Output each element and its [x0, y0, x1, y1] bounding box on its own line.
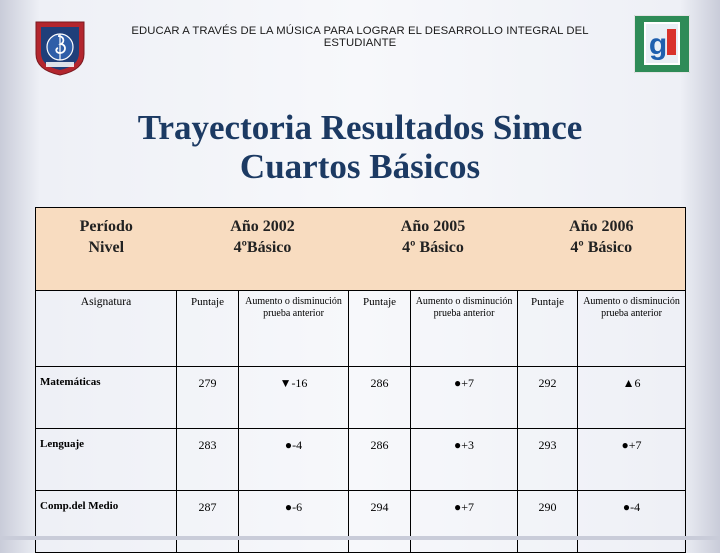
score-column-header: Puntaje: [177, 291, 239, 367]
score-cell: 283: [177, 429, 239, 491]
change-cell: ●-6: [239, 491, 349, 553]
year-2005-header: [349, 208, 518, 291]
change-cell: ▼-16: [239, 367, 349, 429]
change-cell: ▲6: [578, 367, 686, 429]
score-cell: 293: [518, 429, 578, 491]
table-subheader-row: [36, 291, 686, 367]
subject-cell: Comp.del Medio: [36, 491, 177, 553]
change-column-header: [239, 291, 349, 367]
level-label: Nivel: [88, 238, 125, 256]
simce-results-table: [35, 207, 686, 553]
school-crest-icon: [34, 20, 86, 76]
change-cell: ●+7: [411, 491, 518, 553]
year-label: Año 2006: [569, 218, 634, 235]
score-cell: 287: [177, 491, 239, 553]
change-cell: ●-4: [578, 491, 686, 553]
table-row: [36, 491, 686, 553]
score-column-header: Puntaje: [349, 291, 411, 367]
quality-seal-icon: [634, 15, 690, 73]
quality-seal-logo: [634, 15, 690, 73]
period-label: Período: [79, 218, 133, 235]
score-cell: 286: [349, 429, 411, 491]
change-cell: ●+7: [578, 429, 686, 491]
year-label: Año 2002: [230, 218, 295, 235]
change-column-header: [578, 291, 686, 367]
header-motto: EDUCAR A TRAVÉS DE LA MÚSICA PARA LOGRAR EL DESARROLLO INTEGRAL DEL ESTUDIANTE: [131, 25, 589, 49]
score-cell: 292: [518, 367, 578, 429]
grade-label: 4º Básico: [570, 238, 633, 256]
year-2002-header: [177, 208, 349, 291]
grade-label: 4ºBásico: [233, 238, 292, 256]
change-label: Aumento o disminución prueba anterior: [415, 296, 513, 319]
subject-column-header: Asignatura: [36, 291, 177, 367]
score-cell: 286: [349, 367, 411, 429]
year-2006-header: [518, 208, 686, 291]
change-label: Aumento o disminución prueba anterior: [245, 296, 342, 319]
period-level-header: [36, 208, 177, 291]
school-crest-logo: [34, 20, 86, 76]
change-cell: ●+7: [411, 367, 518, 429]
score-cell: 290: [518, 491, 578, 553]
title-line-2: Cuartos Básicos: [239, 147, 481, 187]
table-row: [36, 367, 686, 429]
table-header-row: [36, 208, 686, 291]
grade-label: 4º Básico: [402, 238, 464, 256]
score-cell: 294: [349, 491, 411, 553]
change-column-header: [411, 291, 518, 367]
page-title: [60, 108, 660, 186]
subject-cell: Matemáticas: [36, 367, 177, 429]
change-cell: ●-4: [239, 429, 349, 491]
bottom-border: [0, 536, 720, 540]
svg-text:g: g: [648, 28, 668, 61]
table-row: [36, 429, 686, 491]
score-cell: 279: [177, 367, 239, 429]
title-line-1: Trayectoria Resultados Simce: [137, 108, 583, 147]
change-cell: ●+3: [411, 429, 518, 491]
year-label: Año 2005: [400, 218, 466, 235]
score-column-header: Puntaje: [518, 291, 578, 367]
subject-cell: Lenguaje: [36, 429, 177, 491]
change-label: Aumento o disminución prueba anterior: [583, 296, 680, 319]
